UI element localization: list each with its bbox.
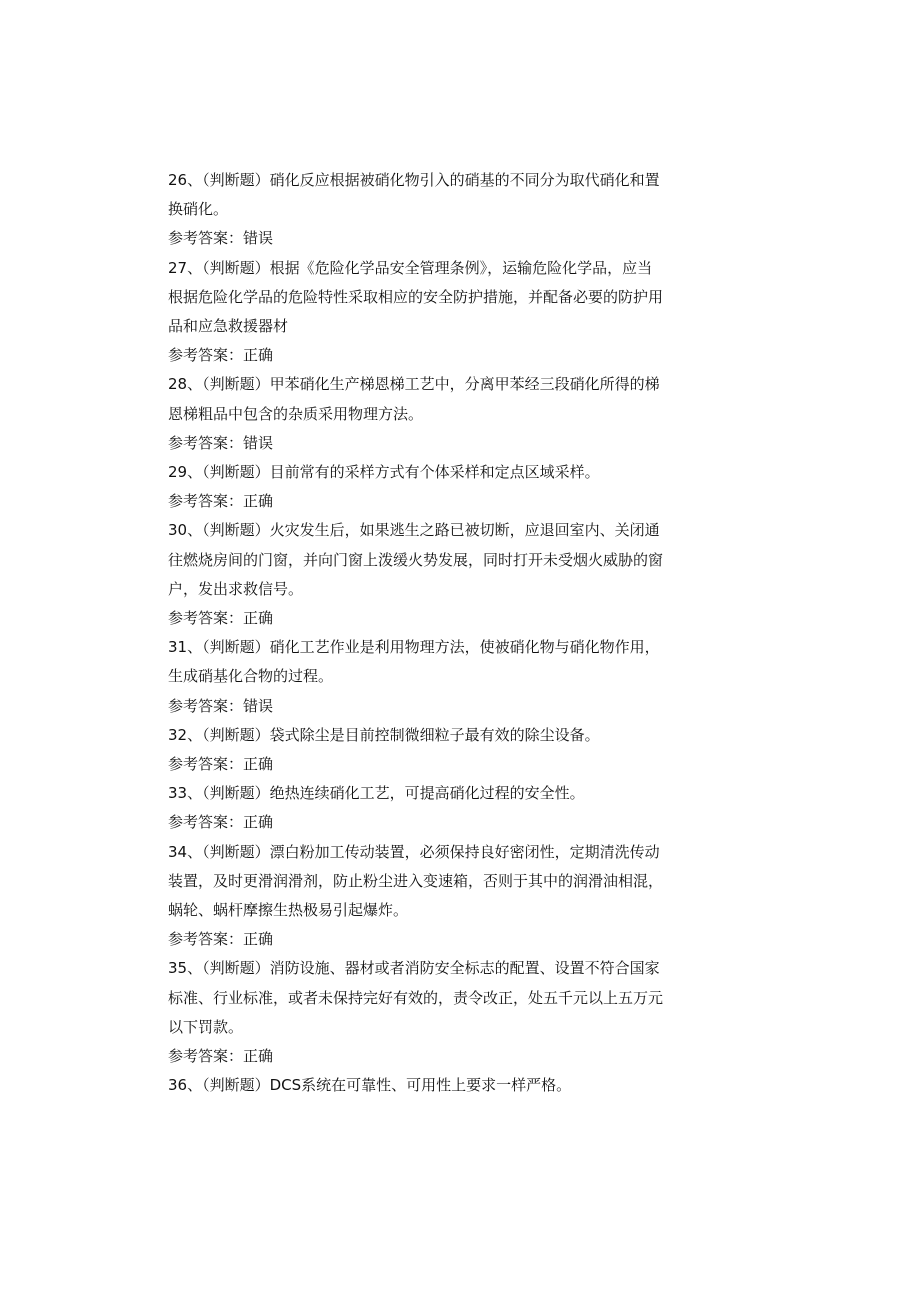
- answer-text: 参考答案：正确: [168, 492, 274, 511]
- question-text: [168, 721, 738, 750]
- answer-text: 参考答案：正确: [168, 930, 274, 949]
- question-text: [168, 838, 738, 926]
- question-line: 32、（判断题）袋式除尘是目前控制微细粒子最有效的除尘设备。: [168, 725, 600, 744]
- question-text: [168, 254, 738, 342]
- question-line: 换硝化。: [168, 200, 229, 219]
- question-line: 品和应急救援器材: [168, 317, 289, 336]
- question-line: 34、（判断题）漂白粉加工传动装置，必须保持良好密闭性，定期清洗传动: [168, 842, 660, 861]
- question-line: 27、（判断题）根据《危险化学品安全管理条例》，运输危险化学品，应当: [168, 258, 653, 277]
- question-line: 生成硝基化合物的过程。: [168, 667, 334, 686]
- question-line: 标准、行业标准，或者未保持完好有效的，责令改正，处五千元以上五万元: [168, 988, 664, 1007]
- question-text: [168, 516, 738, 604]
- question-text: [168, 633, 738, 691]
- question-text: [168, 370, 738, 428]
- question-line: 户，发出求救信号。: [168, 579, 304, 598]
- answer-text: 参考答案：正确: [168, 755, 274, 774]
- question-text: [168, 458, 738, 487]
- question-text: [168, 1071, 738, 1100]
- answer-text: 参考答案：正确: [168, 813, 274, 832]
- answer-text: 参考答案：错误: [168, 696, 274, 715]
- question-line: 蜗轮、蜗杆摩擦生热极易引起爆炸。: [168, 901, 409, 920]
- question-line: 30、（判断题）火灾发生后，如果逃生之路已被切断，应退回室内、关闭通: [168, 521, 660, 540]
- question-line: 根据危险化学品的危险特性采取相应的安全防护措施，并配备必要的防护用: [168, 287, 664, 306]
- question-line: 29、（判断题）目前常有的采样方式有个体采样和定点区域采样。: [168, 463, 600, 482]
- question-line: 35、（判断题）消防设施、器材或者消防安全标志的配置、设置不符合国家: [168, 959, 660, 978]
- question-text: [168, 779, 738, 808]
- question-line: 33、（判断题）绝热连续硝化工艺，可提高硝化过程的安全性。: [168, 784, 585, 803]
- document-body: [168, 166, 738, 1101]
- question-line: 装置，及时更滑润滑剂，防止粉尘进入变速箱，否则于其中的润滑油相混，: [168, 871, 664, 890]
- answer-text: 参考答案：错误: [168, 433, 274, 452]
- question-line: 恩梯粗品中包含的杂质采用物理方法。: [168, 404, 424, 423]
- question-line: 36、（判断题）DCS系统在可靠性、可用性上要求一样严格。: [168, 1076, 572, 1095]
- question-line: 26、（判断题）硝化反应根据被硝化物引入的硝基的不同分为取代硝化和置: [168, 171, 660, 189]
- answer-text: 参考答案：错误: [168, 229, 274, 248]
- question-line: 28、（判断题）甲苯硝化生产梯恩梯工艺中，分离甲苯经三段硝化所得的梯: [168, 375, 660, 394]
- answer-text: 参考答案：正确: [168, 346, 274, 365]
- question-line: 往燃烧房间的门窗，并向门窗上泼缓火势发展，同时打开未受烟火威胁的窗: [168, 550, 664, 569]
- answer-text: 参考答案：正确: [168, 1047, 274, 1066]
- question-text: [168, 166, 738, 224]
- question-text: [168, 954, 738, 1042]
- question-line: 31、（判断题）硝化工艺作业是利用物理方法，使被硝化物与硝化物作用，: [168, 638, 660, 657]
- question-line: 以下罚款。: [168, 1017, 244, 1036]
- answer-text: 参考答案：正确: [168, 609, 274, 628]
